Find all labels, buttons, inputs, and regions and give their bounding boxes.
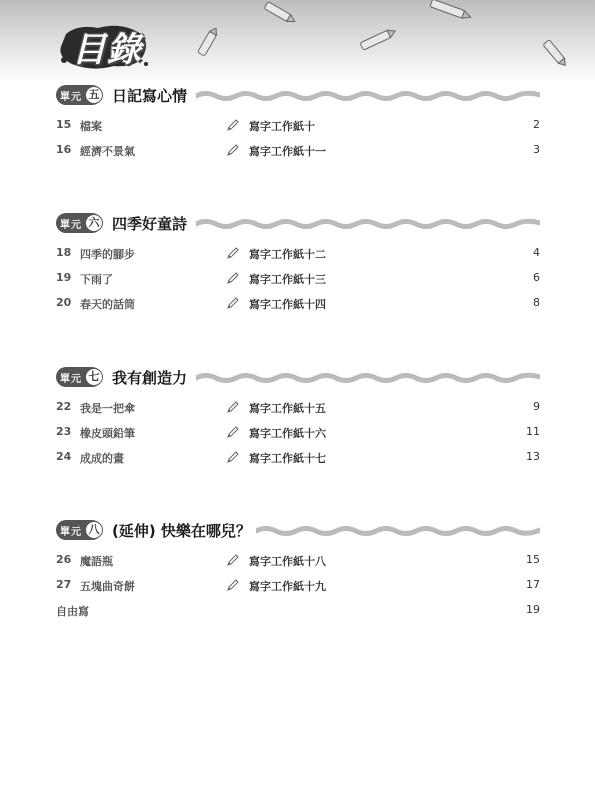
lesson-number: 18: [56, 246, 72, 259]
unit-section: [56, 367, 540, 470]
worksheet-name: 寫字工作紙十四: [249, 298, 326, 311]
unit-number: 七: [85, 368, 103, 386]
page-number: 3: [533, 143, 540, 156]
lesson-number: 15: [56, 118, 72, 131]
pencil-decoration-icon: [262, 0, 298, 26]
lesson-name: 橡皮頭鉛筆: [80, 427, 135, 440]
lesson-number: 16: [56, 143, 72, 156]
worksheet-name: 寫字工作紙十三: [249, 273, 326, 286]
unit-label: 元: [71, 374, 81, 385]
pencil-icon: [226, 118, 240, 132]
page-number: 6: [533, 271, 540, 284]
lesson-name: 五塊曲奇餅: [80, 580, 135, 593]
unit-section: [56, 85, 540, 163]
pencil-decoration-icon: [356, 26, 400, 52]
toc-row[interactable]: [56, 573, 540, 598]
scribble-divider-icon: [196, 217, 540, 231]
unit-section: [56, 213, 540, 316]
unit-header: [56, 367, 540, 389]
pencil-icon: [226, 143, 240, 157]
toc-row[interactable]: [56, 445, 540, 470]
lesson-number: 24: [56, 450, 72, 463]
lesson-number: 26: [56, 553, 72, 566]
pencil-icon: [226, 450, 240, 464]
page-number: 11: [526, 425, 540, 438]
title-text: 目錄: [72, 30, 142, 70]
toc-row[interactable]: [56, 266, 540, 291]
toc-row[interactable]: [56, 241, 540, 266]
page-number: 2: [533, 118, 540, 131]
worksheet-name: 寫字工作紙十一: [249, 145, 326, 158]
worksheet-name: 寫字工作紙十: [249, 120, 315, 133]
unit-title: 日記寫心情: [112, 87, 188, 105]
page-title: [58, 20, 148, 68]
lesson-number: 22: [56, 400, 72, 413]
page-number: 13: [526, 450, 540, 463]
page-number: 19: [526, 603, 540, 616]
page-number: 9: [533, 400, 540, 413]
page-number: 17: [526, 578, 540, 591]
unit-label: 單: [60, 374, 70, 385]
pencil-decoration-icon: [192, 22, 224, 62]
unit-number: 六: [85, 214, 103, 232]
unit-header: [56, 520, 540, 542]
unit-label: 元: [71, 527, 81, 538]
pencil-icon: [226, 400, 240, 414]
unit-title: (延伸) 快樂在哪兒？: [112, 522, 251, 540]
toc-row[interactable]: [56, 291, 540, 316]
toc-row[interactable]: [56, 395, 540, 420]
unit-number: 八: [85, 521, 103, 539]
unit-section: [56, 520, 540, 623]
pencil-decoration-icon: [428, 0, 474, 20]
toc-row[interactable]: [56, 113, 540, 138]
pencil-decoration-icon: [538, 34, 572, 72]
free-writing-label: 自由寫: [56, 605, 89, 618]
lesson-number: 27: [56, 578, 72, 591]
lesson-number: 19: [56, 271, 72, 284]
unit-label: 單: [60, 527, 70, 538]
worksheet-name: 寫字工作紙十五: [249, 402, 326, 415]
unit-header: [56, 85, 540, 107]
page-number: 15: [526, 553, 540, 566]
page-number: 4: [533, 246, 540, 259]
lesson-number: 23: [56, 425, 72, 438]
worksheet-name: 寫字工作紙十九: [249, 580, 326, 593]
worksheet-name: 寫字工作紙十二: [249, 248, 326, 261]
pencil-icon: [226, 578, 240, 592]
lesson-name: 魔語瓶: [80, 555, 113, 568]
pencil-icon: [226, 553, 240, 567]
toc-row-free-writing[interactable]: [56, 598, 540, 623]
toc-row[interactable]: [56, 548, 540, 573]
pencil-icon: [226, 246, 240, 260]
lesson-name: 經濟不景氣: [80, 145, 135, 158]
unit-label: 單: [60, 220, 70, 231]
scribble-divider-icon: [256, 524, 540, 538]
lesson-number: 20: [56, 296, 72, 309]
unit-header: [56, 213, 540, 235]
unit-title: 我有創造力: [112, 369, 188, 387]
unit-number: 五: [85, 86, 103, 104]
lesson-name: 成成的畫: [80, 452, 124, 465]
scribble-divider-icon: [196, 89, 540, 103]
lesson-name: 春天的話筒: [80, 298, 135, 311]
toc-row[interactable]: [56, 420, 540, 445]
pencil-icon: [226, 425, 240, 439]
lesson-name: 四季的腳步: [80, 248, 135, 261]
toc-row[interactable]: [56, 138, 540, 163]
lesson-name: 我是一把傘: [80, 402, 135, 415]
worksheet-name: 寫字工作紙十六: [249, 427, 326, 440]
worksheet-name: 寫字工作紙十八: [249, 555, 326, 568]
scribble-divider-icon: [196, 371, 540, 385]
unit-label: 單: [60, 92, 70, 103]
pencil-icon: [226, 271, 240, 285]
unit-title: 四季好童詩: [112, 215, 188, 233]
unit-label: 元: [71, 92, 81, 103]
unit-label: 元: [71, 220, 81, 231]
worksheet-name: 寫字工作紙十七: [249, 452, 326, 465]
page-number: 8: [533, 296, 540, 309]
lesson-name: 下雨了: [80, 273, 113, 286]
pencil-icon: [226, 296, 240, 310]
lesson-name: 檔案: [80, 120, 102, 133]
